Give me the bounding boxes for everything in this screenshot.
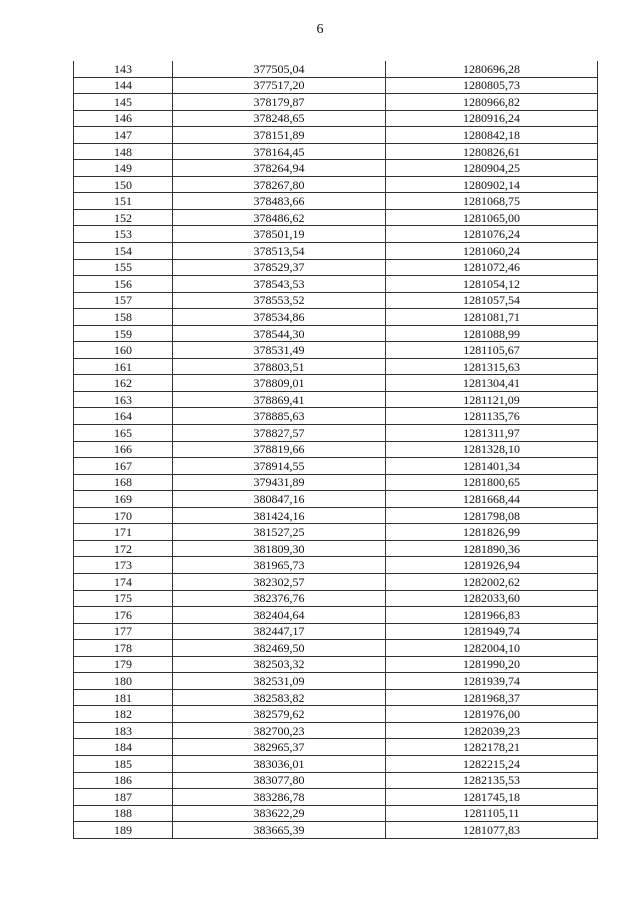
table-row bbox=[74, 342, 598, 359]
y-coordinate-cell: 1281077,83 bbox=[386, 822, 598, 839]
y-coordinate-cell: 1281968,37 bbox=[386, 689, 598, 706]
table-row bbox=[74, 243, 598, 260]
table-row bbox=[74, 507, 598, 524]
x-coordinate-cell: 380847,16 bbox=[173, 491, 386, 508]
y-coordinate-cell: 1281081,71 bbox=[386, 309, 598, 326]
point-number-cell: 176 bbox=[74, 607, 173, 624]
y-coordinate-cell: 1281798,08 bbox=[386, 507, 598, 524]
point-number-cell: 185 bbox=[74, 755, 173, 772]
x-coordinate-cell: 382376,76 bbox=[173, 590, 386, 607]
y-coordinate-cell: 1281401,34 bbox=[386, 458, 598, 475]
y-coordinate-cell: 1281328,10 bbox=[386, 441, 598, 458]
point-number-cell: 152 bbox=[74, 209, 173, 226]
table-row bbox=[74, 143, 598, 160]
table-row bbox=[74, 110, 598, 127]
y-coordinate-cell: 1281135,76 bbox=[386, 408, 598, 425]
point-number-cell: 154 bbox=[74, 243, 173, 260]
y-coordinate-cell: 1282002,62 bbox=[386, 573, 598, 590]
table-row bbox=[74, 458, 598, 475]
point-number-cell: 183 bbox=[74, 722, 173, 739]
y-coordinate-cell: 1281121,09 bbox=[386, 391, 598, 408]
table-row bbox=[74, 656, 598, 673]
table-row bbox=[74, 325, 598, 342]
table-row bbox=[74, 607, 598, 624]
table-row bbox=[74, 358, 598, 375]
y-coordinate-cell: 1281105,11 bbox=[386, 805, 598, 822]
point-number-cell: 164 bbox=[74, 408, 173, 425]
y-coordinate-cell: 1281072,46 bbox=[386, 259, 598, 276]
y-coordinate-cell: 1281890,36 bbox=[386, 540, 598, 557]
x-coordinate-cell: 378869,41 bbox=[173, 391, 386, 408]
table-row bbox=[74, 623, 598, 640]
table-row bbox=[74, 408, 598, 425]
y-coordinate-cell: 1282033,60 bbox=[386, 590, 598, 607]
point-number-cell: 143 bbox=[74, 61, 173, 77]
y-coordinate-cell: 1281054,12 bbox=[386, 276, 598, 293]
x-coordinate-cell: 383036,01 bbox=[173, 755, 386, 772]
y-coordinate-cell: 1280826,61 bbox=[386, 143, 598, 160]
table-row bbox=[74, 375, 598, 392]
point-number-cell: 175 bbox=[74, 590, 173, 607]
x-coordinate-cell: 377517,20 bbox=[173, 77, 386, 94]
x-coordinate-cell: 382302,57 bbox=[173, 573, 386, 590]
y-coordinate-cell: 1281976,00 bbox=[386, 706, 598, 723]
y-coordinate-cell: 1281826,99 bbox=[386, 524, 598, 541]
y-coordinate-cell: 1281311,97 bbox=[386, 425, 598, 442]
y-coordinate-cell: 1281668,44 bbox=[386, 491, 598, 508]
table-row bbox=[74, 425, 598, 442]
point-number-cell: 187 bbox=[74, 789, 173, 806]
table-row bbox=[74, 193, 598, 210]
x-coordinate-cell: 378164,45 bbox=[173, 143, 386, 160]
x-coordinate-cell: 378529,37 bbox=[173, 259, 386, 276]
point-number-cell: 166 bbox=[74, 441, 173, 458]
table-row bbox=[74, 673, 598, 690]
x-coordinate-cell: 378803,51 bbox=[173, 358, 386, 375]
y-coordinate-cell: 1281088,99 bbox=[386, 325, 598, 342]
table-row bbox=[74, 739, 598, 756]
point-number-cell: 179 bbox=[74, 656, 173, 673]
point-number-cell: 151 bbox=[74, 193, 173, 210]
y-coordinate-cell: 1280805,73 bbox=[386, 77, 598, 94]
x-coordinate-cell: 378543,53 bbox=[173, 276, 386, 293]
point-number-cell: 189 bbox=[74, 822, 173, 839]
point-number-cell: 160 bbox=[74, 342, 173, 359]
table-row bbox=[74, 689, 598, 706]
point-number-cell: 163 bbox=[74, 391, 173, 408]
x-coordinate-cell: 382469,50 bbox=[173, 640, 386, 657]
y-coordinate-cell: 1280966,82 bbox=[386, 94, 598, 111]
point-number-cell: 177 bbox=[74, 623, 173, 640]
x-coordinate-cell: 383665,39 bbox=[173, 822, 386, 839]
x-coordinate-cell: 378553,52 bbox=[173, 292, 386, 309]
y-coordinate-cell: 1282215,24 bbox=[386, 755, 598, 772]
table-row bbox=[74, 276, 598, 293]
table-row bbox=[74, 441, 598, 458]
coordinates-table bbox=[73, 61, 598, 839]
y-coordinate-cell: 1281060,24 bbox=[386, 243, 598, 260]
x-coordinate-cell: 381527,25 bbox=[173, 524, 386, 541]
x-coordinate-cell: 378248,65 bbox=[173, 110, 386, 127]
y-coordinate-cell: 1281315,63 bbox=[386, 358, 598, 375]
point-number-cell: 188 bbox=[74, 805, 173, 822]
table-row bbox=[74, 755, 598, 772]
x-coordinate-cell: 378179,87 bbox=[173, 94, 386, 111]
point-number-cell: 180 bbox=[74, 673, 173, 690]
y-coordinate-cell: 1281304,41 bbox=[386, 375, 598, 392]
table-row bbox=[74, 176, 598, 193]
table-row bbox=[74, 805, 598, 822]
y-coordinate-cell: 1282135,53 bbox=[386, 772, 598, 789]
table-row bbox=[74, 474, 598, 491]
table-row bbox=[74, 94, 598, 111]
x-coordinate-cell: 378483,66 bbox=[173, 193, 386, 210]
y-coordinate-cell: 1282004,10 bbox=[386, 640, 598, 657]
y-coordinate-cell: 1281076,24 bbox=[386, 226, 598, 243]
y-coordinate-cell: 1280902,14 bbox=[386, 176, 598, 193]
x-coordinate-cell: 382965,37 bbox=[173, 739, 386, 756]
point-number-cell: 157 bbox=[74, 292, 173, 309]
point-number-cell: 182 bbox=[74, 706, 173, 723]
page-number: 6 bbox=[316, 22, 324, 37]
table-row bbox=[74, 160, 598, 177]
point-number-cell: 159 bbox=[74, 325, 173, 342]
y-coordinate-cell: 1281068,75 bbox=[386, 193, 598, 210]
table-row bbox=[74, 391, 598, 408]
x-coordinate-cell: 378513,54 bbox=[173, 243, 386, 260]
x-coordinate-cell: 382404,64 bbox=[173, 607, 386, 624]
x-coordinate-cell: 382700,23 bbox=[173, 722, 386, 739]
x-coordinate-cell: 378486,62 bbox=[173, 209, 386, 226]
x-coordinate-cell: 383286,78 bbox=[173, 789, 386, 806]
table-row bbox=[74, 259, 598, 276]
point-number-cell: 171 bbox=[74, 524, 173, 541]
x-coordinate-cell: 378914,55 bbox=[173, 458, 386, 475]
point-number-cell: 181 bbox=[74, 689, 173, 706]
x-coordinate-cell: 378534,86 bbox=[173, 309, 386, 326]
table-row bbox=[74, 292, 598, 309]
x-coordinate-cell: 381965,73 bbox=[173, 557, 386, 574]
y-coordinate-cell: 1281949,74 bbox=[386, 623, 598, 640]
table-row bbox=[74, 540, 598, 557]
point-number-cell: 148 bbox=[74, 143, 173, 160]
table-row bbox=[74, 77, 598, 94]
x-coordinate-cell: 378264,94 bbox=[173, 160, 386, 177]
point-number-cell: 168 bbox=[74, 474, 173, 491]
x-coordinate-cell: 378267,80 bbox=[173, 176, 386, 193]
y-coordinate-cell: 1282178,21 bbox=[386, 739, 598, 756]
y-coordinate-cell: 1281800,65 bbox=[386, 474, 598, 491]
table-row bbox=[74, 772, 598, 789]
x-coordinate-cell: 382583,82 bbox=[173, 689, 386, 706]
point-number-cell: 147 bbox=[74, 127, 173, 144]
point-number-cell: 146 bbox=[74, 110, 173, 127]
point-number-cell: 155 bbox=[74, 259, 173, 276]
x-coordinate-cell: 378501,19 bbox=[173, 226, 386, 243]
point-number-cell: 150 bbox=[74, 176, 173, 193]
table-row bbox=[74, 789, 598, 806]
x-coordinate-cell: 382447,17 bbox=[173, 623, 386, 640]
y-coordinate-cell: 1281065,00 bbox=[386, 209, 598, 226]
y-coordinate-cell: 1280904,25 bbox=[386, 160, 598, 177]
table-row bbox=[74, 209, 598, 226]
table-row bbox=[74, 590, 598, 607]
x-coordinate-cell: 377505,04 bbox=[173, 61, 386, 77]
table-row bbox=[74, 557, 598, 574]
point-number-cell: 169 bbox=[74, 491, 173, 508]
x-coordinate-cell: 379431,89 bbox=[173, 474, 386, 491]
table-row bbox=[74, 309, 598, 326]
y-coordinate-cell: 1281990,20 bbox=[386, 656, 598, 673]
x-coordinate-cell: 378531,49 bbox=[173, 342, 386, 359]
point-number-cell: 173 bbox=[74, 557, 173, 574]
table-row bbox=[74, 573, 598, 590]
y-coordinate-cell: 1281105,67 bbox=[386, 342, 598, 359]
point-number-cell: 156 bbox=[74, 276, 173, 293]
x-coordinate-cell: 383077,80 bbox=[173, 772, 386, 789]
y-coordinate-cell: 1280916,24 bbox=[386, 110, 598, 127]
point-number-cell: 174 bbox=[74, 573, 173, 590]
y-coordinate-cell: 1281057,54 bbox=[386, 292, 598, 309]
coordinates-table-body bbox=[74, 61, 598, 838]
point-number-cell: 158 bbox=[74, 309, 173, 326]
table-row bbox=[74, 822, 598, 839]
x-coordinate-cell: 381424,16 bbox=[173, 507, 386, 524]
table-row bbox=[74, 640, 598, 657]
table-row bbox=[74, 524, 598, 541]
y-coordinate-cell: 1281966,83 bbox=[386, 607, 598, 624]
table-row bbox=[74, 226, 598, 243]
y-coordinate-cell: 1282039,23 bbox=[386, 722, 598, 739]
point-number-cell: 153 bbox=[74, 226, 173, 243]
x-coordinate-cell: 382503,32 bbox=[173, 656, 386, 673]
y-coordinate-cell: 1281939,74 bbox=[386, 673, 598, 690]
point-number-cell: 165 bbox=[74, 425, 173, 442]
x-coordinate-cell: 381809,30 bbox=[173, 540, 386, 557]
y-coordinate-cell: 1280842,18 bbox=[386, 127, 598, 144]
x-coordinate-cell: 378819,66 bbox=[173, 441, 386, 458]
y-coordinate-cell: 1281745,18 bbox=[386, 789, 598, 806]
point-number-cell: 167 bbox=[74, 458, 173, 475]
x-coordinate-cell: 378885,63 bbox=[173, 408, 386, 425]
x-coordinate-cell: 378544,30 bbox=[173, 325, 386, 342]
point-number-cell: 149 bbox=[74, 160, 173, 177]
table-row bbox=[74, 61, 598, 77]
table-row bbox=[74, 706, 598, 723]
point-number-cell: 162 bbox=[74, 375, 173, 392]
point-number-cell: 184 bbox=[74, 739, 173, 756]
point-number-cell: 172 bbox=[74, 540, 173, 557]
table-row bbox=[74, 491, 598, 508]
y-coordinate-cell: 1281926,94 bbox=[386, 557, 598, 574]
x-coordinate-cell: 383622,29 bbox=[173, 805, 386, 822]
x-coordinate-cell: 378827,57 bbox=[173, 425, 386, 442]
point-number-cell: 145 bbox=[74, 94, 173, 111]
table-row bbox=[74, 127, 598, 144]
point-number-cell: 161 bbox=[74, 358, 173, 375]
point-number-cell: 144 bbox=[74, 77, 173, 94]
point-number-cell: 178 bbox=[74, 640, 173, 657]
point-number-cell: 186 bbox=[74, 772, 173, 789]
x-coordinate-cell: 382579,62 bbox=[173, 706, 386, 723]
table-row bbox=[74, 722, 598, 739]
point-number-cell: 170 bbox=[74, 507, 173, 524]
x-coordinate-cell: 378809,01 bbox=[173, 375, 386, 392]
x-coordinate-cell: 382531,09 bbox=[173, 673, 386, 690]
x-coordinate-cell: 378151,89 bbox=[173, 127, 386, 144]
y-coordinate-cell: 1280696,28 bbox=[386, 61, 598, 77]
